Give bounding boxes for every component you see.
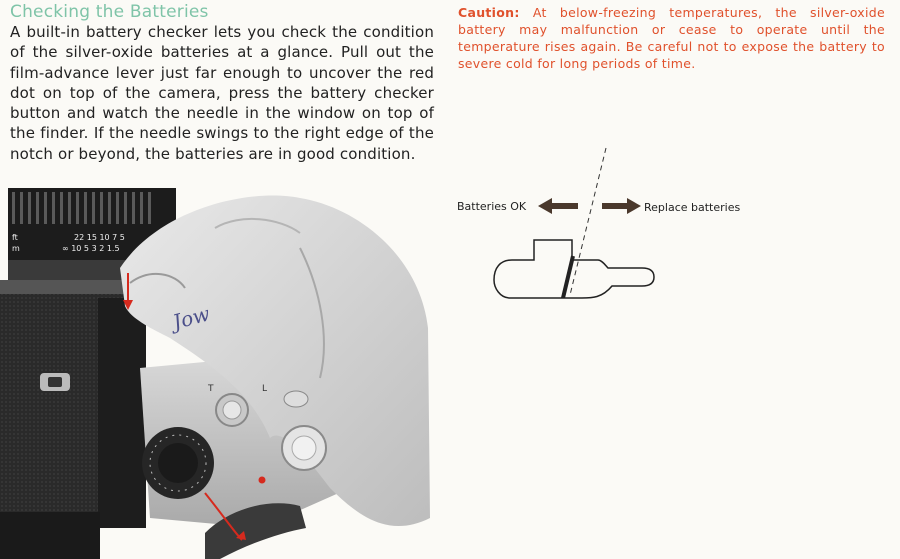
dial-L-label: L	[262, 384, 268, 394]
caution-note	[458, 4, 885, 72]
arrow-right-icon	[602, 198, 641, 214]
dial-T-label: T	[208, 384, 214, 394]
instruction-paragraph: A built-in battery checker lets you check the condition of the silver-oxide batteries at a glance. Pull out the film-advance lever just far enough to uncover the red dot on top of the camera, press the battery checker button and watch the needle in the window on top of the finder. If the needle swings to the right edge of the notch or beyond, the batteries are in good condition.	[10, 23, 434, 163]
lens-m-label: m	[12, 244, 20, 253]
lens-ft-label: ft	[12, 233, 18, 242]
handwritten-signature: Jow	[170, 301, 213, 335]
page-title: Checking the Batteries	[10, 2, 209, 22]
lens-scale-top: 22 15 10 7 5	[74, 233, 125, 242]
camera-photo	[0, 188, 430, 559]
label-batteries-ok: Batteries OK	[457, 200, 527, 213]
battery-check-diagram	[452, 140, 772, 310]
caution-label: Caution:	[458, 5, 520, 20]
battery-check-button	[284, 391, 308, 407]
needle-indicator	[570, 148, 606, 295]
needle-bar	[563, 256, 573, 298]
label-replace-batteries: Replace batteries	[644, 201, 741, 214]
lens-scale-bottom: ∞ 10 5 3 2 1.5	[62, 244, 120, 253]
arrow-left-icon	[538, 198, 578, 214]
finder-window-outline	[494, 240, 654, 298]
caution-text: At below-freezing temperatures, the silver-oxide battery may malfunction or cease to operate until the temperature rises again. Be careful not to expose the battery to severe cold for long periods of time.	[458, 5, 885, 71]
red-dot-marker	[259, 477, 266, 484]
